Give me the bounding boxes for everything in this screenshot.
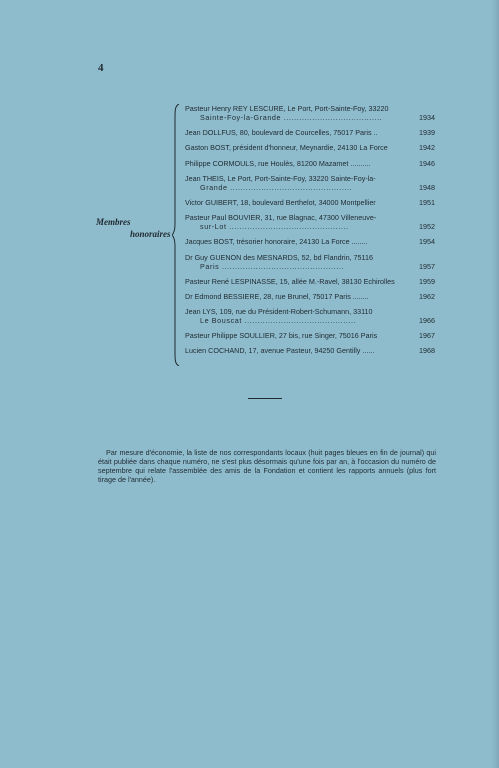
member-entry: [185, 104, 435, 122]
page-edge-shadow: [491, 0, 499, 768]
member-entry-year: 1942: [419, 143, 435, 153]
member-entry-line1: Dr Edmond BESSIERE, 28, rue Brunel, 75017 Paris ........: [185, 291, 369, 301]
member-entry-line1: Jean LYS, 109, rue du Président-Robert-Schumann, 33110: [185, 307, 373, 317]
member-entry-line2: Le Bouscat ...........................................: [200, 316, 357, 326]
member-entry: [185, 174, 435, 192]
member-entry-year: 1946: [419, 158, 435, 168]
member-entry-year: 1951: [419, 197, 435, 207]
section-label-line1: Membres: [96, 217, 131, 227]
member-entry-text: [185, 213, 413, 231]
member-entry-text: [185, 104, 413, 122]
member-entry-text: [185, 346, 413, 355]
member-entry-text: [185, 128, 413, 137]
member-entry-text: [185, 159, 413, 168]
member-entry-text: [185, 307, 413, 325]
member-entry-line1: Dr Guy GUENON des MESNARDS, 52, bd Flandrin, 75116: [185, 252, 374, 262]
member-entry: [185, 346, 435, 355]
member-entry-text: [185, 237, 413, 246]
member-entry-year: 1948: [419, 182, 435, 192]
member-entry-text: [185, 198, 413, 207]
member-entry-line1: Jean DOLLFUS, 80, boulevard de Courcelles, 75017 Paris ..: [185, 128, 378, 138]
member-entry-line1: Pasteur Philippe SOULLIER, 27 bis, rue Singer, 75016 Paris: [185, 331, 378, 341]
section-label-line2: honoraires: [130, 229, 171, 239]
member-entry-year: 1967: [419, 331, 435, 341]
member-entry: [185, 237, 435, 246]
member-entry: [185, 253, 435, 271]
member-entry-text: [185, 331, 413, 340]
member-entry-text: [185, 174, 413, 192]
honorary-members-list: [185, 104, 435, 362]
member-entry-text: [185, 143, 413, 152]
member-entry-text: [185, 253, 413, 271]
member-entry-line1: Pasteur Henry REY LESCURE, Le Port, Port-Sainte-Foy, 33220: [185, 104, 389, 113]
member-entry-line2: Sainte-Foy-la-Grande ......................................: [200, 113, 383, 122]
member-entry-line1: Jean THEIS, Le Port, Port-Sainte-Foy, 33220 Sainte-Foy-la-: [185, 173, 376, 183]
member-entry-year: 1962: [419, 291, 435, 301]
member-entry-year: 1959: [419, 276, 435, 286]
member-entry: [185, 213, 435, 231]
member-entry: [185, 331, 435, 340]
member-entry-line1: Gaston BOST, président d'honneur, Meynardie, 24130 La Force: [185, 143, 388, 153]
member-entry-line1: Victor GUIBERT, 18, boulevard Berthelot, 34000 Montpellier: [185, 197, 376, 207]
member-entry: [185, 159, 435, 168]
member-entry-year: 1934: [419, 113, 435, 122]
member-entry-year: 1939: [419, 128, 435, 138]
member-entry: [185, 198, 435, 207]
member-entry: [185, 277, 435, 286]
member-entry-line2: Paris ...............................................: [200, 261, 345, 271]
member-entry: [185, 143, 435, 152]
member-entry-text: [185, 277, 413, 286]
member-entry-line1: Pasteur Paul BOUVIER, 31, rue Blagnac, 47300 Villeneuve-: [185, 213, 377, 223]
member-entry-year: 1952: [419, 222, 435, 232]
economy-note: Par mesure d'économie, la liste de nos correspondants locaux (huit pages bleues en fin de journal) qui était publiée dans chaque numéro, ne s'est plus désormais qu'une fois par an, à l'occasion du numéro de septembre qui relate l'assemblée des amis de la Fondation et contient les rapports annuels (plus fort tirage de l'année).: [98, 448, 436, 484]
member-entry-year: 1966: [419, 316, 435, 326]
member-entry-year: 1957: [419, 261, 435, 271]
member-entry-text: [185, 292, 413, 301]
member-entry: [185, 128, 435, 137]
member-entry-line1: Lucien COCHAND, 17, avenue Pasteur, 94250 Gentilly ......: [185, 346, 375, 356]
curly-brace-icon: [172, 104, 180, 366]
member-entry-line1: Jacques BOST, trésorier honoraire, 24130 La Force ........: [185, 237, 368, 247]
member-entry: [185, 307, 435, 325]
member-entry-line2: sur-Lot ..............................................: [200, 222, 349, 232]
member-entry-year: 1954: [419, 237, 435, 247]
section-label: [96, 216, 174, 240]
member-entry-year: 1968: [419, 346, 435, 356]
member-entry-line2: Grande ...............................................: [200, 182, 353, 192]
member-entry: [185, 292, 435, 301]
page-number: 4: [98, 62, 104, 74]
member-entry-line1: Pasteur René LESPINASSE, 15, allée M.-Ravel, 38130 Echirolles: [185, 276, 395, 286]
member-entry-line1: Philippe CORMOULS, rue Houlès, 81200 Mazamet ..........: [185, 158, 371, 168]
separator-rule: [248, 398, 282, 399]
